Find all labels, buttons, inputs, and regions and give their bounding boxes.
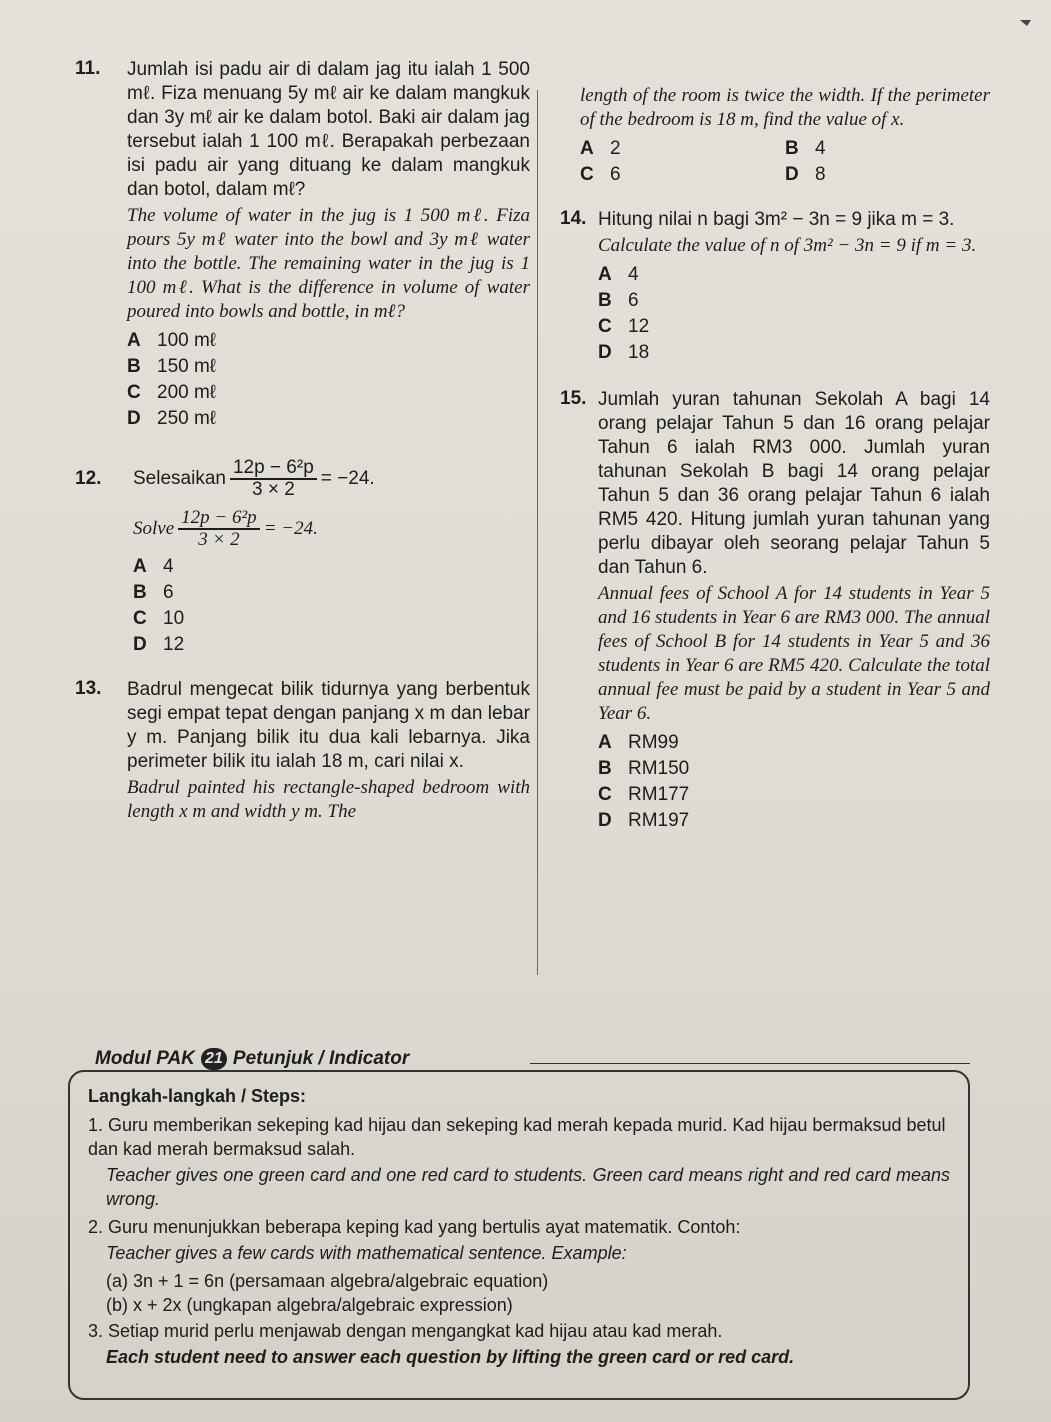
step-2: 2. Guru menunjukkan beberapa keping kad yang bertulis ayat matematik. Contoh: Teacher gives a few cards with mathematical sentence. Example: (a) 3n + 1 = 6n (persamaan algebra/algebraic equation) (b) x + 2x (ungkapan algebra/algebraic expression) bbox=[88, 1215, 950, 1317]
question-text-bm: Hitung nilai n bagi 3m² − 3n = 9 jika m = 3. bbox=[598, 209, 955, 230]
option-a[interactable]: A 2 bbox=[580, 138, 621, 159]
option-b[interactable]: B 6 bbox=[133, 582, 174, 603]
options-list bbox=[598, 730, 990, 834]
options-list bbox=[127, 328, 530, 432]
module-steps-box bbox=[68, 1070, 970, 1400]
question-15 bbox=[560, 388, 990, 834]
option-d[interactable]: D 250 mℓ bbox=[127, 408, 216, 429]
step-3: 3. Setiap murid perlu menjawab dengan mengangkat kad hijau atau kad merah. Each student need to answer each question by lifting the green card or red card. bbox=[88, 1321, 795, 1367]
question-text-bm: Badrul mengecat bilik tidurnya yang berbentuk segi empat tepat dengan panjang x m dan lebar y m. Panjang bilik itu dua kali lebarnya. Jika perimeter bilik itu ialah 18 m, cari nilai x. bbox=[127, 679, 530, 772]
option-d[interactable]: D 12 bbox=[133, 634, 185, 655]
example-b: (b) x + 2x (ungkapan algebra/algebraic expression) bbox=[106, 1295, 513, 1315]
question-13 bbox=[75, 678, 530, 824]
question-number: 13. bbox=[75, 678, 102, 699]
question-text-en-part1: Badrul painted his rectangle-shaped bedroom with length x m and width y m. The bbox=[127, 777, 530, 822]
options-list bbox=[598, 262, 990, 366]
option-c[interactable]: C 12 bbox=[598, 316, 650, 337]
column-divider bbox=[537, 90, 538, 975]
option-d[interactable]: D RM197 bbox=[598, 810, 690, 831]
module-number-badge: 21 bbox=[201, 1048, 227, 1070]
option-c[interactable]: C 10 bbox=[133, 608, 185, 629]
option-a[interactable]: A 4 bbox=[598, 264, 639, 285]
question-number: 15. bbox=[560, 388, 587, 409]
question-number: 12. bbox=[75, 468, 102, 489]
options-list bbox=[133, 554, 530, 658]
question-11 bbox=[75, 58, 530, 432]
question-12 bbox=[75, 458, 530, 658]
steps-heading: Langkah-langkah / Steps: bbox=[88, 1086, 307, 1106]
fraction: $\frac{\text{12p − 6²p}}{3 \times 2}$ bbox=[178, 508, 260, 550]
question-13-continued bbox=[560, 84, 990, 188]
options-grid bbox=[580, 136, 990, 188]
question-text-en: Calculate the value of n of 3m² − 3n = 9 if m = 3. bbox=[598, 235, 977, 256]
option-c[interactable]: C 6 bbox=[580, 164, 621, 185]
question-number: 14. bbox=[560, 208, 587, 229]
module-heading: Modul PAK 21 Petunjuk / Indicator bbox=[95, 1048, 410, 1069]
corner-arrow-icon bbox=[1019, 18, 1033, 28]
option-b[interactable]: B 6 bbox=[598, 290, 639, 311]
option-a[interactable]: A 100 mℓ bbox=[127, 330, 216, 351]
left-column bbox=[75, 58, 530, 838]
question-text-en: Annual fees of School A for 14 students in Year 5 and 16 students in Year 6 are RM3 000. The annual fees of School B for 14 students in Year 5 and 36 students in Year 6 are RM5 420. Calculate the total annual fee must be paid by a student in Year 5 and Year 6. bbox=[598, 583, 990, 724]
module-heading-rule bbox=[530, 1063, 970, 1064]
question-14 bbox=[560, 208, 990, 366]
right-column bbox=[560, 58, 990, 848]
option-b[interactable]: B 150 mℓ bbox=[127, 356, 216, 377]
option-b[interactable]: B RM150 bbox=[598, 758, 690, 779]
option-d[interactable]: D 8 bbox=[785, 164, 826, 185]
question-text-bm: Jumlah isi padu air di dalam jag itu ialah 1 500 mℓ. Fiza menuang 5y mℓ air ke dalam mangkuk dan 3y mℓ air ke dalam botol. Baki air dalam jag tersebut ialah 1 100 mℓ. Berapakah perbezaan isi padu air yang dituang ke dalam mangkuk dan botol, dalam mℓ? bbox=[127, 59, 530, 200]
question-text-en: The volume of water in the jug is 1 500 mℓ. Fiza pours 5y mℓ water into the bowl and 3y mℓ water into the bottle. The remaining water in the jug is 1 100 mℓ. What is the difference in volume of water poured into bowls and bottle, in mℓ? bbox=[127, 205, 530, 322]
option-a[interactable]: A 4 bbox=[133, 556, 174, 577]
option-c[interactable]: C 200 mℓ bbox=[127, 382, 216, 403]
option-d[interactable]: D 18 bbox=[598, 342, 650, 363]
question-text-bm: Jumlah yuran tahunan Sekolah A bagi 14 orang pelajar Tahun 5 dan 16 orang pelajar Tahun 6 ialah RM3 000. Jumlah yuran tahunan Sekolah B bagi 14 orang pelajar Tahun 5 dan 36 orang pelajar Tahun 6 ialah RM5 420. Hitung jumlah yuran tahunan yang perlu dibayar oleh seorang pelajar Tahun 5 dan Tahun 6. bbox=[598, 389, 990, 578]
question-text-en-part2: length of the room is twice the width. If the perimeter of the bedroom is 18 m, find the value of x. bbox=[580, 85, 990, 130]
step-1: 1. Guru memberikan sekeping kad hijau dan sekeping kad merah kepada murid. Kad hijau bermaksud betul dan kad merah bermaksud salah. Teacher gives one green card and one red card to students. Green card means right and red card means wrong. bbox=[88, 1115, 950, 1209]
option-c[interactable]: C RM177 bbox=[598, 784, 690, 805]
example-a: (a) 3n + 1 = 6n (persamaan algebra/algebraic equation) bbox=[106, 1271, 549, 1291]
fraction: $\frac{\text{12p − 6²p}}{3 \times 2}$ bbox=[230, 458, 317, 500]
option-a[interactable]: A RM99 bbox=[598, 732, 679, 753]
question-number: 11. bbox=[75, 58, 101, 79]
option-b[interactable]: B 4 bbox=[785, 138, 826, 159]
question-text-bm: Selesaikan $\frac{\text{12p − 6²p}}{3 \times 2}$ = −24. bbox=[133, 457, 375, 500]
question-text-en: Solve $\frac{\text{12p − 6²p}}{3 \times 2}$ = −24. bbox=[133, 507, 318, 550]
